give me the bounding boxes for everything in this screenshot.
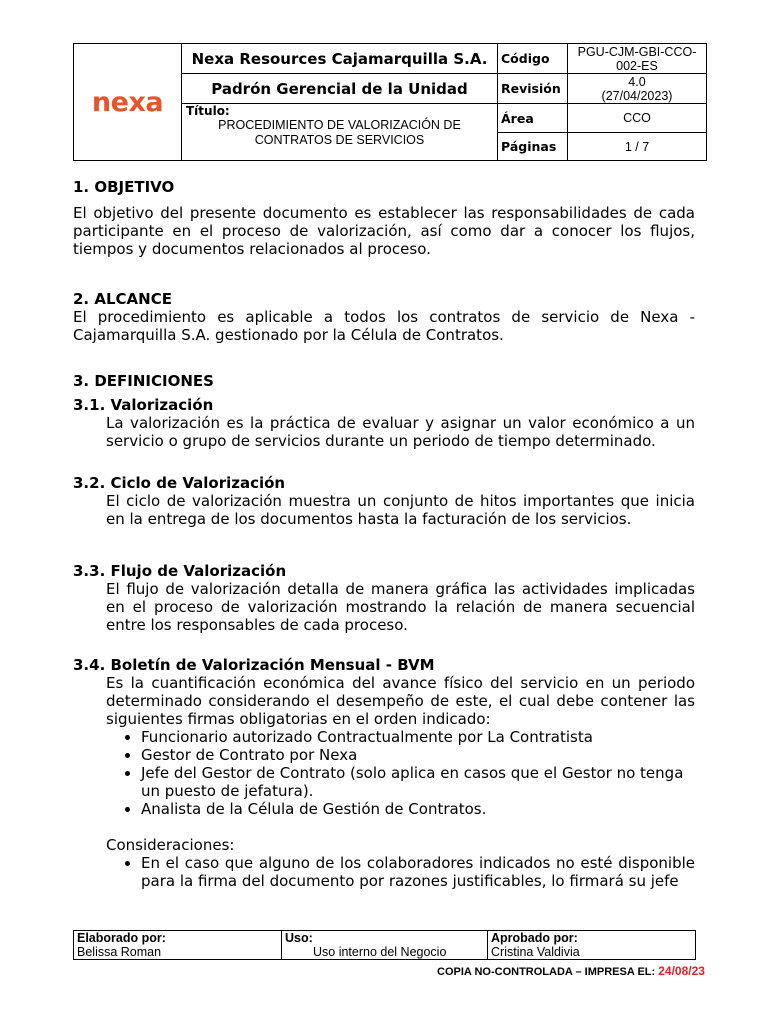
- def-3-4-title: 3.4. Boletín de Valorización Mensual - BVM: [73, 656, 435, 674]
- consideraciones-label: Consideraciones:: [106, 836, 235, 854]
- def-3-4-text: Es la cuantificación económica del avance físico del servicio en un periodo determinado considerando el desempeño de este, el cual debe contener las siguientes firmas obligatorias en el orden indicado:: [106, 674, 695, 728]
- section-alcance-title: 2. ALCANCE: [73, 290, 172, 308]
- def-3-2-title: 3.2. Ciclo de Valorización: [73, 474, 286, 492]
- document-title: PROCEDIMIENTO DE VALORIZACIÓN DE CONTRATOS DE SERVICIOS: [218, 118, 461, 147]
- paginas-value: 1 / 7: [568, 133, 707, 161]
- company-name: Nexa Resources Cajamarquilla S.A.: [182, 44, 498, 74]
- aprobado-label: Aprobado por:: [491, 931, 578, 945]
- revision-label: Revisión: [498, 74, 568, 104]
- list-item: • Analista de la Célula de Gestión de Contratos.: [141, 800, 695, 818]
- def-3-3-title: 3.3. Flujo de Valorización: [73, 562, 287, 580]
- title-cell: [182, 104, 498, 161]
- revision-date: (27/04/2023): [601, 88, 673, 103]
- def-3-1-text: La valorización es la práctica de evaluar y asignar un valor económico a un servicio o grupo de servicios durante un periodo de tiempo determinado.: [106, 414, 695, 450]
- revision-number: 4.0: [628, 74, 646, 89]
- list-item: • Jefe del Gestor de Contrato (solo aplica en casos que el Gestor no tenga un puesto de jefatura).: [141, 764, 695, 800]
- document-header: [73, 43, 707, 161]
- area-value: CCO: [568, 104, 707, 133]
- def-3-2-text: El ciclo de valorización muestra un conjunto de hitos importantes que inicia en la entrega de los documentos hasta la facturación de los servicios.: [106, 492, 695, 528]
- codigo-value: PGU-CJM-GBI-CCO-002-ES: [568, 44, 707, 74]
- aprobado-cell: [488, 931, 696, 960]
- elaborado-label: Elaborado por:: [77, 931, 166, 945]
- uso-label: Uso:: [285, 931, 313, 945]
- codigo-label: Código: [498, 44, 568, 74]
- list-item: • En el caso que alguno de los colaboradores indicados no esté disponible para la firma del documento por razones justificables, lo firmará su jefe: [141, 854, 695, 890]
- signatures-list: [73, 728, 695, 818]
- list-item: • Funcionario autorizado Contractualmente por La Contratista: [141, 728, 695, 746]
- document-footer: [73, 930, 696, 960]
- uso-cell: [282, 931, 488, 960]
- section-objetivo-title: 1. OBJETIVO: [73, 178, 175, 196]
- section-objetivo-text: El objetivo del presente documento es establecer las responsabilidades de cada participante en el proceso de valorización, así como dar a conocer los flujos, tiempos y documentos relacionados al proceso.: [73, 204, 695, 258]
- copy-control-note: [437, 964, 705, 978]
- revision-value: [568, 74, 707, 104]
- document-body: [73, 178, 695, 890]
- elaborado-value: Belissa Roman: [77, 945, 162, 959]
- paginas-label: Páginas: [498, 133, 568, 161]
- logo-cell: [74, 44, 182, 161]
- elaborado-cell: [74, 931, 282, 960]
- consideraciones-list: [73, 854, 695, 890]
- area-label: Área: [498, 104, 568, 133]
- aprobado-value: Cristina Valdivia: [491, 945, 580, 959]
- unit-name: Padrón Gerencial de la Unidad: [182, 74, 498, 104]
- nexa-logo: nexa: [91, 86, 164, 118]
- def-3-1-title: 3.1. Valorización: [73, 396, 214, 414]
- section-definiciones-title: 3. DEFINICIONES: [73, 372, 214, 390]
- list-item: • Gestor de Contrato por Nexa: [141, 746, 695, 764]
- copy-note-text: COPIA NO-CONTROLADA – IMPRESA EL:: [437, 966, 656, 978]
- uso-value: Uso interno del Negocio: [313, 945, 447, 959]
- section-alcance-text: El procedimiento es aplicable a todos los contratos de servicio de Nexa - Cajamarquilla S.A. gestionado por la Célula de Contratos.: [73, 308, 695, 344]
- title-label: Título:: [186, 104, 230, 118]
- def-3-3-text: El flujo de valorización detalla de manera gráfica las actividades implicadas en el proceso de valorización mostrando la relación de manera secuencial entre los responsables de cada proceso.: [106, 580, 695, 634]
- print-date: 24/08/23: [658, 964, 705, 978]
